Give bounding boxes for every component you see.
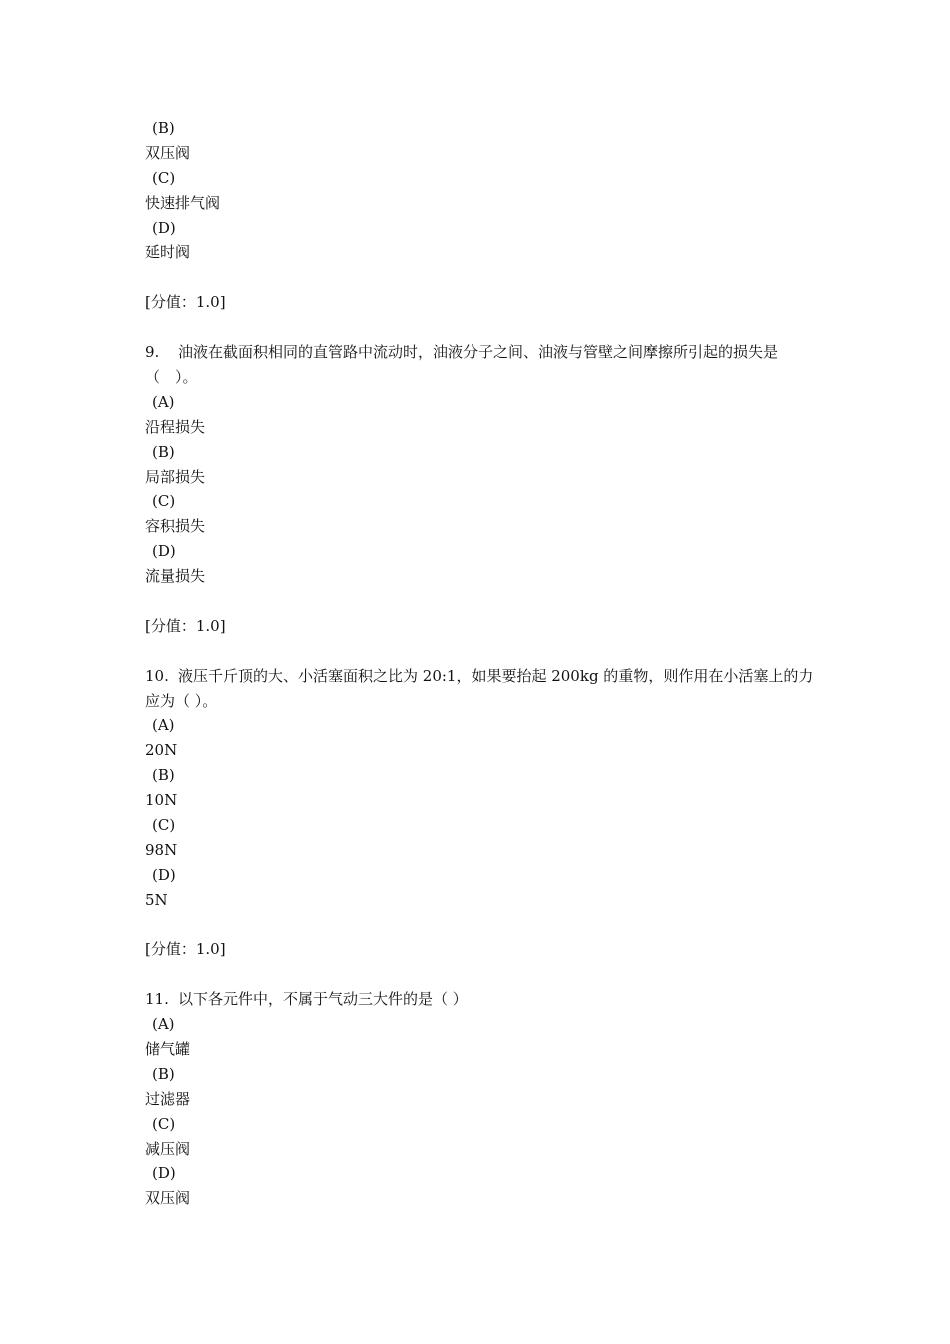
question-number: 9. [145,343,160,362]
option-label: (C) [152,492,176,511]
question-stem: 液压千斤顶的大、小活塞面积之比为 20:1，如果要抬起 200kg 的重物，则作用在小活塞上的力应为（ ）。 [145,666,814,710]
question-11 [145,987,815,1211]
option-label: (B) [152,442,175,461]
option-label: (A) [152,716,175,735]
option-text: 过滤器 [145,1089,191,1108]
option-text: 10N [145,791,178,810]
option-text: 延时阀 [145,243,191,262]
option-label: (D) [152,865,176,884]
question-text [145,340,815,390]
option-text: 流量损失 [145,567,206,586]
option-text: 储气罐 [145,1040,191,1059]
option-text: 快速排气阀 [145,193,221,212]
question-8-continuation [145,116,815,340]
option-text: 减压阀 [145,1139,191,1158]
option-label: (C) [152,816,176,834]
option-label: (A) [152,392,175,411]
option-label: (D) [152,542,176,561]
option-text: 双压阀 [145,143,191,162]
exam-page [145,116,815,1211]
question-number: 11. [145,990,169,1009]
score-label: [分值：1.0] [145,616,226,635]
option-label: (C) [152,168,176,187]
option-label: (C) [152,1114,176,1133]
option-label: (B) [152,119,175,137]
option-text: 5N [145,890,168,909]
option-label: (D) [152,1164,176,1183]
option-label: (B) [152,1064,175,1083]
question-9 [145,340,815,664]
option-text: 98N [145,840,178,859]
option-label: (B) [152,766,175,785]
option-label: (D) [152,218,176,237]
option-text: 局部损失 [145,467,206,486]
question-stem: 油液在截面积相同的直管路中流动时，油液分子之间、油液与管壁之间摩擦所引起的损失是（ ）。 [145,343,779,386]
score-label: [分值：1.0] [145,293,226,312]
question-text [145,987,815,1012]
option-text: 20N [145,741,178,760]
question-text [145,664,815,714]
score-label: [分值：1.0] [145,940,226,959]
question-10 [145,664,815,988]
option-text: 双压阀 [145,1189,191,1208]
option-label: (A) [152,1015,175,1034]
question-number: 10. [145,666,169,685]
option-text: 沿程损失 [145,417,206,436]
option-text: 容积损失 [145,517,206,536]
question-stem: 以下各元件中，不属于气动三大件的是（ ） [178,990,468,1009]
